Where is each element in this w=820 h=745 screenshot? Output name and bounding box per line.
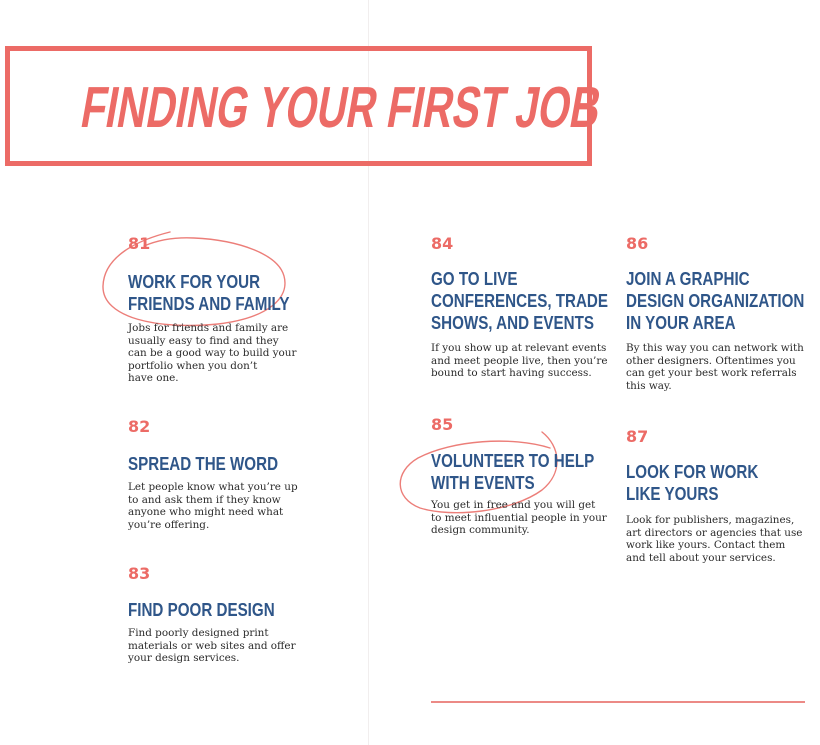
tip-body: Find poorly designed print materials or web sites and offer your design services.	[128, 627, 296, 664]
title-frame	[5, 46, 607, 166]
tip-body: By this way you can network with other designers. Oftentimes you can get your best work referrals this way.	[626, 342, 804, 392]
tip-number: 84	[431, 234, 454, 253]
tip-heading: FIND POOR DESIGN	[128, 599, 275, 620]
tip-82	[128, 418, 318, 531]
tip-87	[626, 428, 816, 564]
tip-number: 81	[128, 234, 151, 253]
tip-body: Jobs for friends and family are usually easy to find and they can be a good way to build your portfolio when you don’t have one.	[128, 322, 297, 384]
page-title: FINDING YOUR FIRST JOB	[76, 75, 607, 140]
tip-heading: VOLUNTEER TO HELP WITH EVENTS	[431, 450, 595, 493]
tip-number: 87	[626, 427, 649, 446]
bottom-rule	[431, 701, 805, 703]
tip-85	[431, 416, 621, 537]
tip-body: If you show up at relevant events and meet people live, then you’re bound to start having success.	[431, 342, 608, 379]
tip-heading: LOOK FOR WORK LIKE YOURS	[626, 461, 759, 504]
tip-heading: WORK FOR YOUR FRIENDS AND FAMILY	[128, 271, 290, 314]
tip-number: 86	[626, 234, 649, 253]
tip-body: Let people know what you’re up to and ask them if they know anyone who might need what you’re offering.	[128, 481, 298, 531]
tip-83	[128, 565, 318, 665]
tip-heading: SPREAD THE WORD	[128, 453, 279, 474]
tip-84	[431, 235, 621, 380]
tip-heading: GO TO LIVE CONFERENCES, TRADE SHOWS, AND EVENTS	[431, 268, 609, 333]
tip-body: Look for publishers, magazines, art directors or agencies that use work like yours. Contact them and tell about your services.	[626, 514, 803, 564]
tip-81	[128, 235, 318, 385]
tip-number: 82	[128, 417, 151, 436]
tip-86	[626, 235, 816, 392]
tip-number: 83	[128, 564, 151, 583]
tip-body: You get in free and you will get to meet influential people in your design community.	[431, 499, 607, 536]
tip-number: 85	[431, 415, 454, 434]
tip-heading: JOIN A GRAPHIC DESIGN ORGANIZATION IN YOUR AREA	[626, 268, 805, 333]
